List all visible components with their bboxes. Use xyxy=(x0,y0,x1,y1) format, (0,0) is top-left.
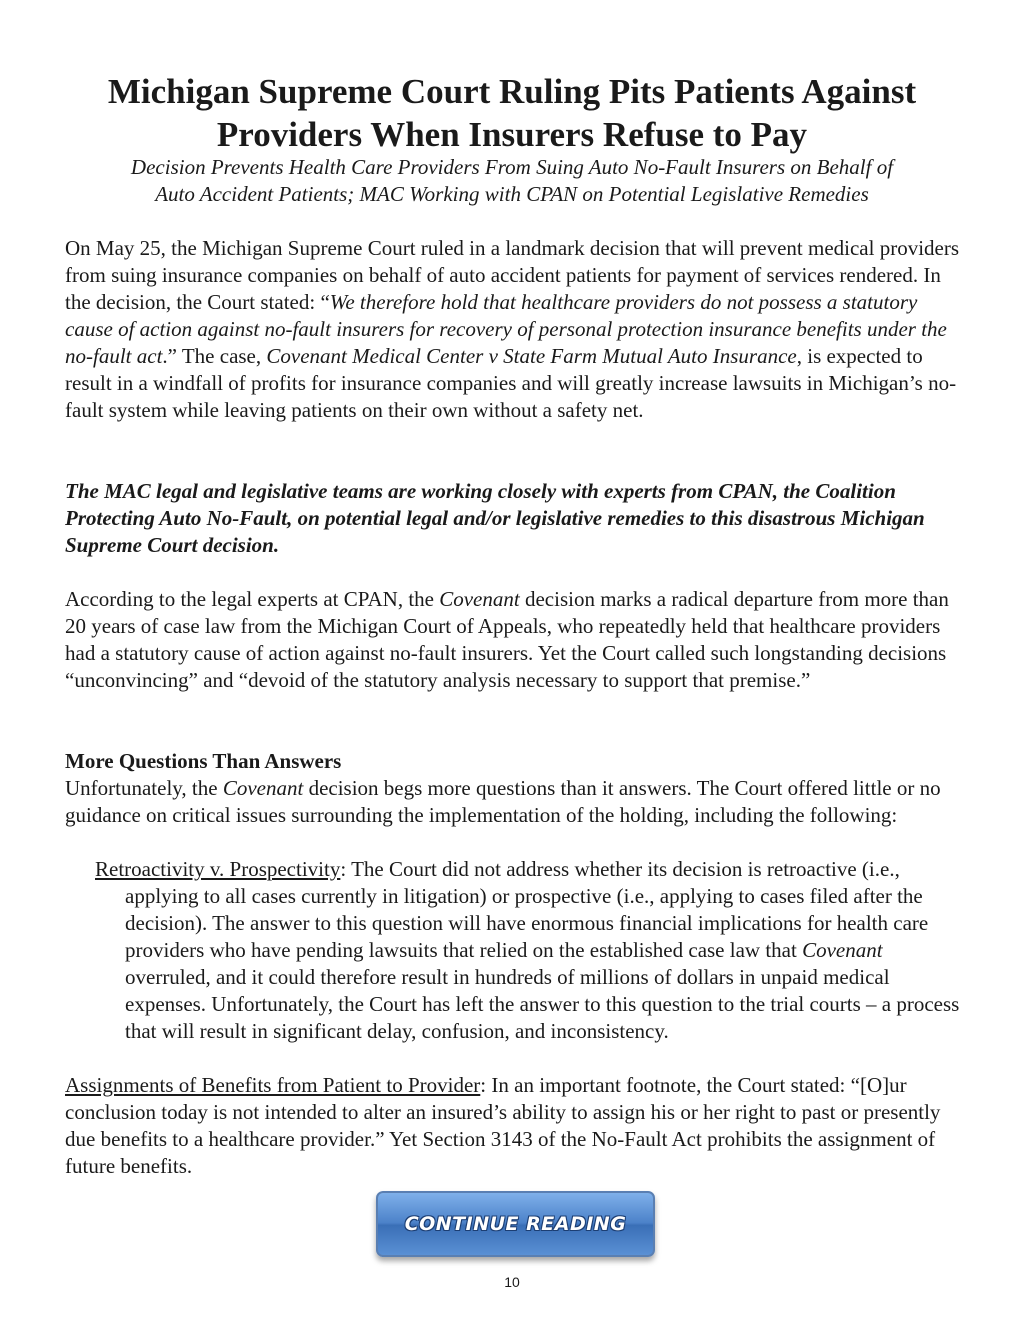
article-title xyxy=(40,70,984,156)
covenant-ref: Covenant xyxy=(439,587,520,611)
covenant-ref: Covenant xyxy=(802,938,883,962)
title-line-2: Providers When Insurers Refuse to Pay xyxy=(216,115,808,154)
mac-callout: The MAC legal and legislative teams are working closely with experts from CPAN, the Coalition Protecting Auto No-Fault, on potential legal and/or legislative remedies to this disastrous Michigan Supreme Court decision. xyxy=(65,479,925,557)
subtitle-line-1: Decision Prevents Health Care Providers From Suing Auto No-Fault Insurers on Behalf of xyxy=(130,155,894,179)
case-name: Covenant Medical Center v State Farm Mutual Auto Insurance xyxy=(266,344,797,368)
questions-tail: decision begs more questions than it answers. The Court offered little or no guidance on critical issues surrounding the implementation of the holding, including the following: xyxy=(65,776,941,827)
section-heading: More Questions Than Answers xyxy=(65,749,342,773)
title-line-1: Michigan Supreme Court Ruling Pits Patients Against xyxy=(107,72,917,111)
assignments-text: : In an important footnote, the Court stated: “[O]ur conclusion today is not intended to alter an insured’s ability to assign his or her right to past or presently due benefits to a healthcare provider.” Yet Section 3143 of the No-Fault Act prohibits the assignment of future benefits. xyxy=(65,1073,941,1178)
retroactivity-item xyxy=(65,856,965,1045)
assignments-label: Assignments of Benefits from Patient to Provider xyxy=(65,1073,481,1097)
intro-tail: , is expected to result in a windfall of profits for insurance companies and will greatly increase lawsuits in Michigan’s no-fault system while leaving patients on their own without a safety net. xyxy=(65,344,957,422)
retroactivity-lead: : The Court did not address whether its decision is retroactive (i.e., applying to all cases currently in litigation) or prospective (i.e., applying to cases filed after the decision). The answer to this question will have enormous financial implications for health care providers who have pending lawsuits that relied on the established case law that xyxy=(125,857,929,962)
questions-lead: Unfortunately, the xyxy=(65,776,223,800)
court-quote: We therefore hold that healthcare providers do not possess a statutory cause of action against no-fault insurers for recovery of personal protection insurance benefits under the no-fault act xyxy=(65,290,947,368)
cpan-lead: According to the legal experts at CPAN, the xyxy=(65,587,440,611)
article-subtitle xyxy=(40,154,984,208)
intro-lead: On May 25, the Michigan Supreme Court ruled in a landmark decision that will prevent medical providers from suing insurance companies on behalf of auto accident patients for payment of services rendered. In the decision, the Court stated: “ xyxy=(65,236,960,314)
cpan-paragraph xyxy=(65,586,965,694)
retroactivity-label: Retroactivity v. Prospectivity xyxy=(95,857,341,881)
retroactivity-tail: overruled, and it could therefore result in hundreds of millions of dollars in unpaid medical expenses. Unfortunately, the Court has left the answer to this question to the trial courts – a process that will result in significant delay, confusion, and inconsistency. xyxy=(125,965,960,1043)
continue-reading-button[interactable] xyxy=(376,1191,655,1257)
page-number: 10 xyxy=(504,1274,520,1290)
continue-reading-label: CONTINUE READING xyxy=(404,1213,627,1235)
cpan-tail: decision marks a radical departure from more than 20 years of case law from the Michigan Court of Appeals, who repeatedly held that healthcare providers had a statutory cause of action against no-fault insurers. Yet the Court called such longstanding decisions “unconvincing” and “devoid of the statutory analysis necessary to support that premise.” xyxy=(65,587,949,692)
intro-mid: .” The case, xyxy=(162,344,267,368)
intro-paragraph xyxy=(65,235,965,424)
questions-paragraph xyxy=(65,775,965,829)
covenant-ref: Covenant xyxy=(222,776,304,800)
assignments-item xyxy=(65,1072,965,1180)
subtitle-line-2: Auto Accident Patients; MAC Working with CPAN on Potential Legislative Remedies xyxy=(155,182,869,206)
